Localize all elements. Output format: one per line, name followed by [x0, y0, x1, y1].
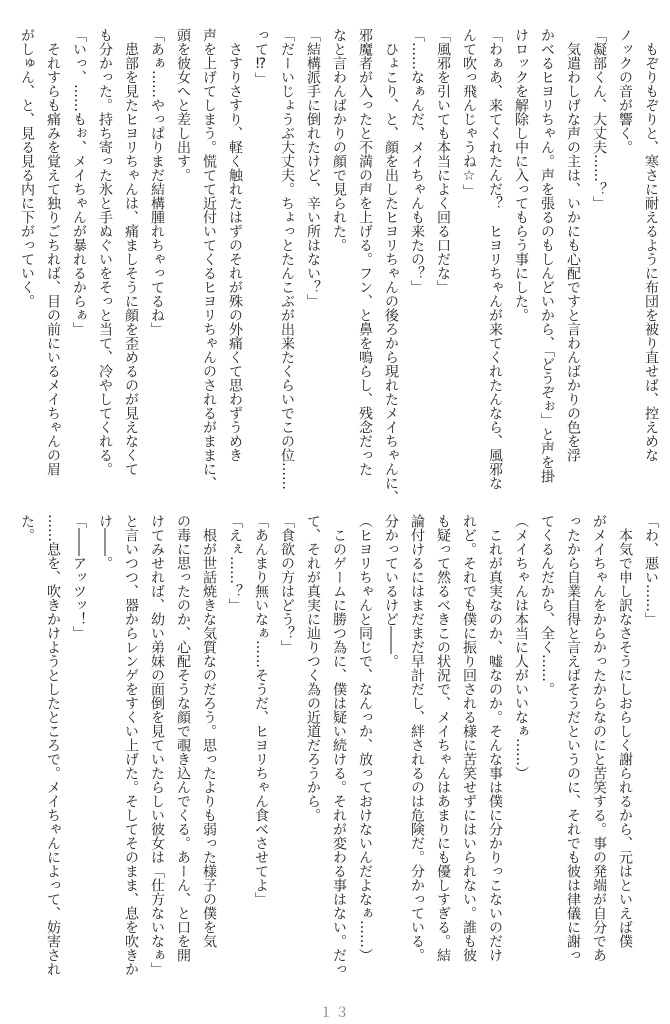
text-line: もぞりもぞりと、寒さに耐えるように布団を被り直せば、控えめな: [643, 28, 659, 462]
text-line: ひょこり、と、顔を出したヒヨリちゃんの後ろから現れたメイちゃんに、: [383, 28, 399, 504]
text-line: け――。: [97, 514, 113, 570]
text-line: れど。それでも僕に振り回される様に苦笑せずにはいられない。誰も彼: [461, 514, 477, 962]
text-line: なと言わんばかりの顔で見られた。: [331, 28, 347, 252]
text-line: 「あぁ……やっぱりまだ結構腫れちゃってるね」: [149, 28, 165, 336]
text-line: （メイちゃんは本当に人がいいなぁ……）: [513, 514, 529, 780]
text-line: ノックの音が響く。: [617, 28, 633, 154]
text-line: って⁉」: [253, 28, 269, 86]
text-line: も分かった。持ち寄った氷と手ぬぐいをそっと当て、冷やしてくれる。: [97, 28, 113, 476]
text-line: これが真実なのか、嘘なのか。そんな事は僕に分かりっこないのだけ: [487, 514, 503, 962]
text-line: 「わぁあ、来てくれたんだ？ ヒヨリちゃんが来てくれたんなら、風邪な: [487, 28, 503, 490]
text-line: んて吹っ飛んじゃうね☆」: [461, 28, 477, 198]
text-line: このゲームに勝つ為に、僕は疑い続ける。それが変わる事はない。だっ: [331, 514, 347, 976]
text-line: と言いつつ、器からレンゲをすくい上げた。そしてそのまま、息を吹きか: [123, 514, 139, 976]
text-line: 「風邪を引いても本当によく回る口だな」: [435, 28, 451, 294]
text-line: （ヒヨリちゃんと同じで、なんっか、放っておけないんだよなぁ……）: [357, 514, 373, 962]
text-line: がしゅん、と、見る見る内に下がっていく。: [19, 28, 35, 308]
text-line: 声を上げてしまう。慌てて近付いてくるヒヨリちゃんのされるがままに、: [201, 28, 217, 490]
text-line: けてみせれば、幼い弟妹の面倒を見ていたらしい彼女は「仕方ないなぁ」: [149, 514, 165, 976]
text-line: 「あんまり無いなぁ……そうだ、ヒヨリちゃん食べさせてよ」: [253, 514, 269, 906]
text-line: 「いっ、……もぉ、メイちゃんが暴れるからぁ」: [71, 28, 87, 336]
text-line: 「食欲の方はどう？」: [279, 514, 295, 654]
text-line: 分かっているけど――。: [383, 514, 399, 668]
text-line: 頭を彼女へと差し出す。: [175, 28, 191, 182]
text-line: ったから自業自得と言えばそうだというのに、それでも彼は律儀に謝っ: [565, 514, 581, 962]
text-line: 気遣わしげな声の主は、いかにも心配ですと言わんばかりの色を浮: [565, 28, 581, 462]
page-number: １３: [319, 1005, 351, 1021]
text-line: た。: [19, 514, 35, 542]
text-line: 「凝部くん、大丈夫……？」: [591, 28, 607, 210]
text-line: 患部を見たヒヨリちゃんは、痛ましそうに顔を歪めるのが見えなくて: [123, 28, 139, 476]
text-line: かべるヒヨリちゃん。声を張るのもしんどいから、「どうぞぉ」と声を掛: [539, 28, 555, 483]
text-line: 論付けるにはまだまだ早計だし、絆されるのは危険だ。分かっている。: [409, 514, 425, 962]
text-line: の毒に思ったのか、心配そうな顔で覗き込んでくる。あーん、と口を開: [175, 514, 191, 962]
text-line: 「えぇ……？」: [227, 514, 243, 612]
top-text-block: [14, 28, 664, 508]
bottom-text-block: [14, 514, 664, 994]
text-line: 「わ、悪い……」: [643, 514, 659, 626]
text-line: 「……なぁんだ、メイちゃんも来たの？」: [409, 28, 425, 294]
text-line: 「だーいじょうぶ大丈夫。ちょっとたんこぶが出来たくらいでこの位……: [279, 28, 295, 490]
text-line: て、それが真実に辿りつく為の近道だろうから。: [305, 514, 321, 822]
text-line: ……息を、吹きかけようとしたところで。メイちゃんによって、妨害され: [45, 514, 61, 976]
text-line: てくるんだから、全く……。: [539, 514, 555, 696]
text-line: 邪魔者が入ったと不満の声を上げる。フン、と鼻を鳴らし、残念だった: [357, 28, 373, 476]
text-line: 「――アッツッ！」: [71, 514, 87, 640]
text-line: それすらも痛みを覚えて独りごちれば、目の前にいるメイちゃんの眉: [45, 28, 61, 476]
text-line: 本気で申し訳なさそうにしおらしく謝られるから、元はといえば僕: [617, 514, 633, 948]
text-line: けロックを解除し中に入ってもらう事にした。: [513, 28, 529, 322]
text-line: がメイちゃんをからかったからなのにと苦笑する。事の発端が自分であ: [591, 514, 607, 962]
text-line: 根が世話焼きな気質なのだろう。思ったよりも弱った様子の僕を気: [201, 514, 217, 948]
text-line: 「結構派手に倒れたけど、辛い所はない？」: [305, 28, 321, 308]
text-line: も疑って然るべきこの状況で、メイちゃんはあまりにも優しすぎる。結: [435, 514, 451, 962]
text-line: さすりさすり、軽く触れたはずのそれが殊の外痛くて思わずうめき: [227, 28, 243, 462]
